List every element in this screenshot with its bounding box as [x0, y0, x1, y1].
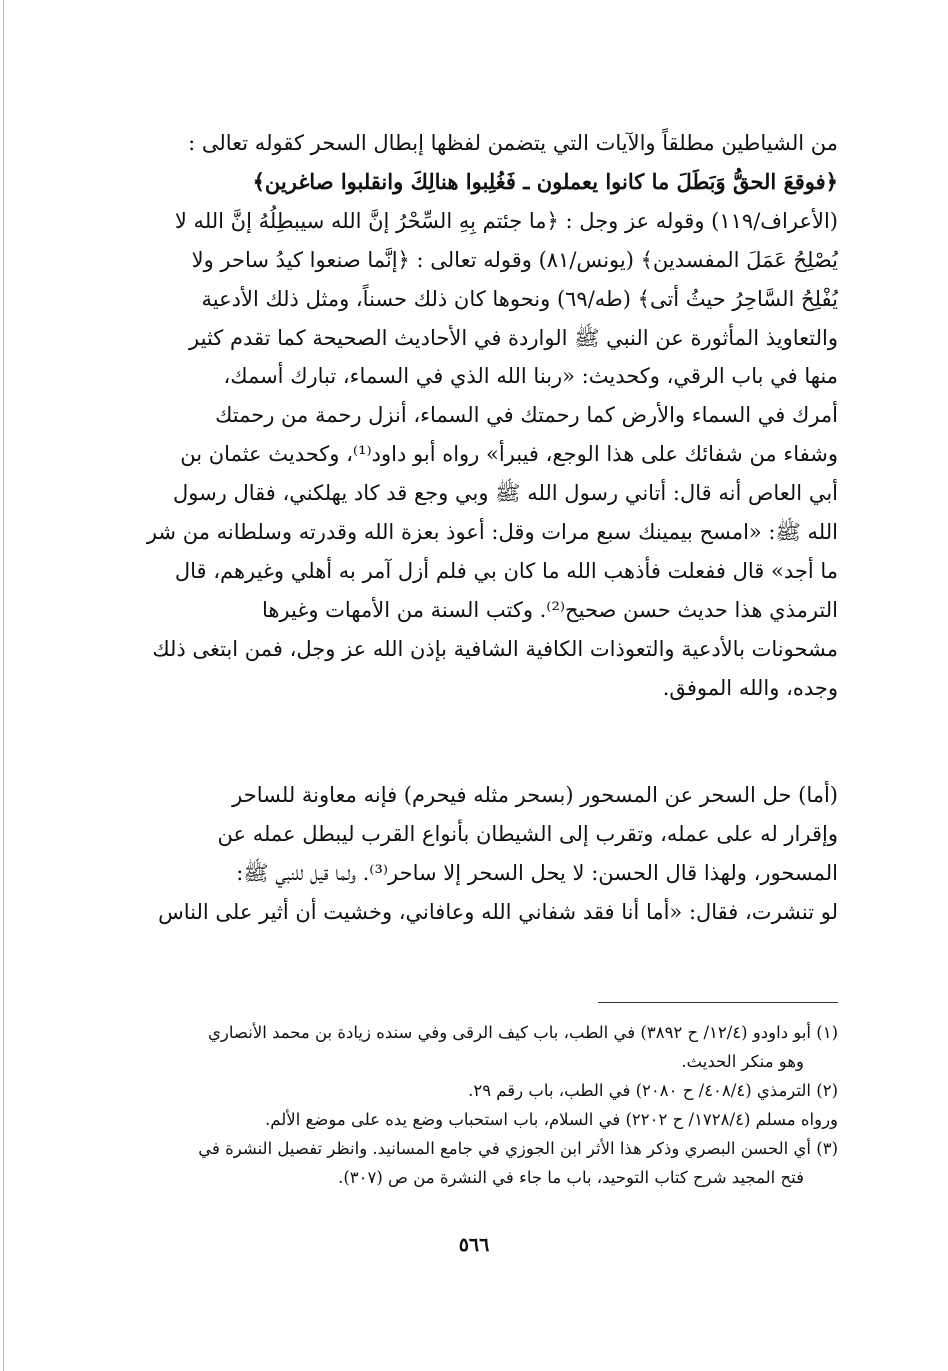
footnote-divider — [598, 1002, 838, 1003]
text-line: ما أجد» قال ففعلت فأذهب الله ما كان بي فلم أزل آمر به أهلي وغيرهم، قال — [174, 558, 838, 583]
footnote-1-line-1: (١) أبو داودو (١٢/٤/ ح ٣٨٩٢) في الطب، باب كيف الرقى وفي سنده زيادة بن محمد الأنصاري — [208, 1023, 838, 1042]
text-line: (الأعراف/١١٩) وقوله عز وجل : ﴿ما جئتم بِهِ السِّحْرُ إنَّ الله سيبطِلُهُ إنَّ الله لا — [174, 208, 838, 233]
text-line: من الشياطين مطلقاً والآيات التي يتضمن لفظها إبطال السحر كقوله تعالى : — [188, 131, 838, 155]
footnote-3-line-1: (٣) أي الحسن البصري وذكر هذا الأثر ابن الجوزي في جامع المسانيد. وانظر تفصيل النشرة في — [198, 1139, 838, 1158]
footnote-2-line-2: ورواه مسلم (١٧٢٨/٤/ ح ٢٢٠٢) في السلام، باب استحباب وضع يده على موضع الألم. — [265, 1110, 838, 1129]
text-line: أبي العاص أنه قال: أتاني رسول الله ﷺ وبي وجع قد كاد يهلكني، فقال رسول — [172, 481, 838, 506]
quran-verse-line: ﴿فوقعَ الحقُّ وَبَطَلَ ما كانوا يعملون ـ فَغُلِبوا هنالِكَ وانقلبوا صاغرين﴾ — [252, 168, 838, 194]
paragraph-1 — [110, 124, 838, 708]
text-line: منها في باب الرقي، وكحديث: «ربنا الله الذي في السماء، تبارك أسمك، — [223, 364, 838, 389]
text-line: لو تنشرت، فقال: «أما أنا فقد شفاني الله وعافاني، وخشيت أن أثير على الناس — [158, 899, 838, 924]
text-line: مشحونات بالأدعية والتعوذات الكافية الشافية بإذن الله عز وجل، فمن ابتغى ذلك — [152, 636, 838, 661]
footnotes — [110, 1018, 838, 1192]
footnote-2-line-1: (٢) الترمذي (٤٠٨/٤/ ح ٢٠٨٠) في الطب، باب رقم ٢٩. — [468, 1081, 838, 1100]
text-line: يُفْلِحُ السَّاحِرُ حيثُ أتى﴾ (طه/٦٩) ونحوها كان ذلك حسناً، ومثل ذلك الأدعية — [201, 286, 838, 311]
text-line: المسحور، ولهذا قال الحسن: لا يحل السحر إلا ساحر⁽³⁾. ولما قيل للنبي ﷺ: — [236, 860, 838, 885]
text-line: الله ﷺ: «امسح بيمينك سبع مرات وقل: أعوذ بعزة الله وقدرته وسلطانه من شر — [146, 520, 838, 545]
text-line: وجده، والله الموفق. — [662, 675, 838, 700]
footnote-1-line-2: وهو منكر الحديث. — [681, 1052, 804, 1071]
text-line: (أما) حل السحر عن المسحور (بسحر مثله فيحرم) فإنه معاونة للساحر — [232, 783, 838, 807]
text-line: الترمذي هذا حديث حسن صحيح⁽²⁾. وكتب السنة من الأمهات وغيرها — [261, 597, 838, 622]
text-line: وشفاء من شفائك على هذا الوجع، فيبرأ» رواه أبو داود⁽¹⁾، وكحديث عثمان بن — [180, 442, 838, 467]
scan-edge-line — [3, 0, 4, 1371]
paragraph-2 — [110, 776, 838, 932]
footnote-3-line-2: فتح المجيد شرح كتاب التوحيد، باب ما جاء في النشرة من ص (٣٠٧). — [338, 1168, 804, 1187]
page-number: ٥٦٦ — [458, 1234, 490, 1256]
text-line: والتعاويذ المأثورة عن النبي ﷺ الواردة في الأحاديث الصحيحة كما تقدم كثير — [189, 325, 838, 350]
text-line: يُصْلِحُ عَمَلَ المفسدين﴾ (يونس/٨١) وقوله تعالى : ﴿إنَّما صنعوا كيدُ ساحر ولا — [191, 247, 838, 272]
text-line: أمرك في السماء والأرض كما رحمتك في السماء، أنزل رحمة من رحمتك — [215, 403, 838, 428]
text-line: وإقرار له على عمله، وتقرب إلى الشيطان بأنواع القرب ليبطل عمله عن — [217, 821, 838, 846]
